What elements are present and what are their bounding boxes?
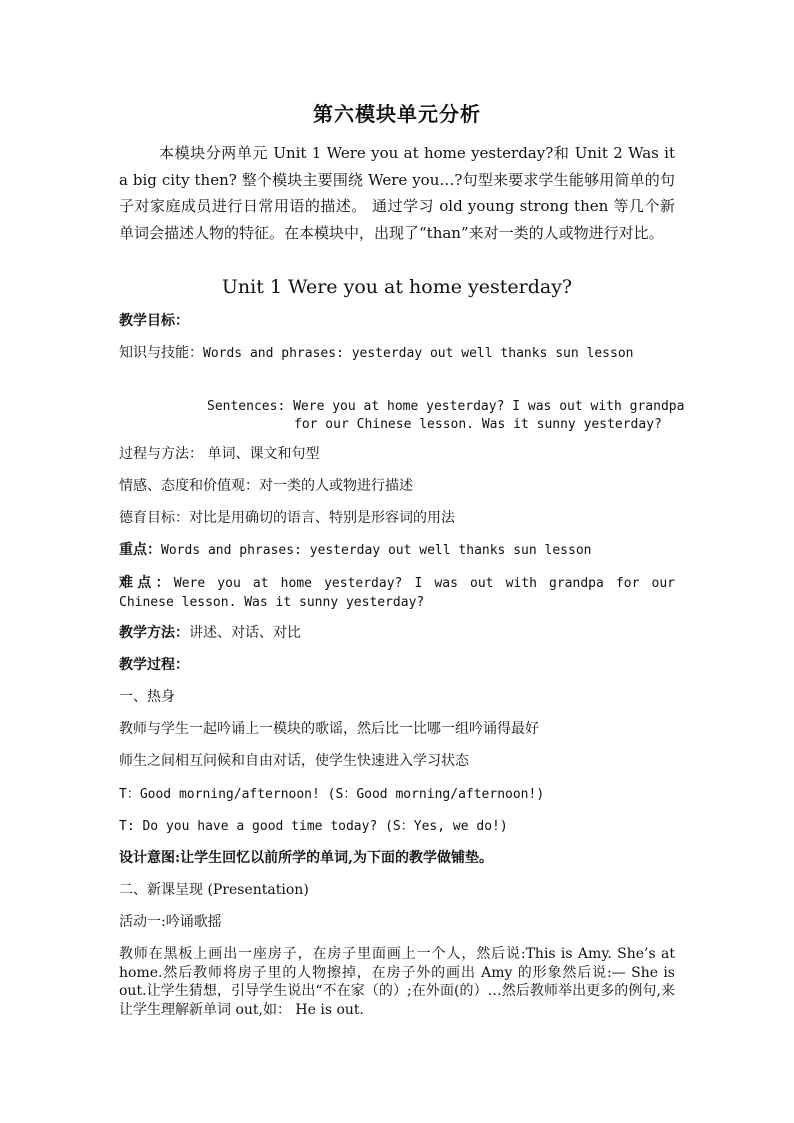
method-text: 讲述、对话、对比 [189,625,301,641]
warmup-step-2: 师生之间相互问候和自由对话，使学生快速进入学习状态 [119,753,469,769]
warmup-heading: 一、热身 [119,689,175,705]
sentences-line-2: for our Chinese lesson. Was it sunny yesterday? [294,417,662,432]
dialog-line-2: T: Do you have a good time today? (S：Yes, we do!) [119,819,508,834]
key-label: 重点： [119,542,161,558]
warmup-step-1: 教师与学生一起吟诵上一模块的歌谣，然后比一比哪一组吟诵得最好 [119,721,539,737]
teaching-method [119,624,675,643]
difficult-text: Were you at home yesterday? I was out with grandpa for our Chinese lesson. Was it sunny yesterday? [119,576,676,610]
page-title: 第六模块单元分析 [313,102,481,126]
dialog-line-1: T：Good morning/afternoon! (S：Good morning/afternoon!) [119,787,545,802]
method-label: 教学方法： [119,625,189,641]
key-points [119,541,675,560]
module-intro: 本模块分两单元 Unit 1 Were you at home yesterday?和 Unit 2 Was it a big city then? 整个模块主要围绕 Were you…?句型来要求学生能够用简单的句子对家庭成员进行日常用语的描述。 通过学习 old young strong then 等几个新单词会描述人物的特征。在本模块中，出现了“than”来对一类的人或物进行对比。 [119,144,675,242]
activity-1-text: 教师在黑板上画出一座房子，在房子里面画上一个人，然后说:This is Amy. She’s at home.然后教师将房子里的人物擦掉，在房子外的画出 Amy 的形象然后说:— She is out.让学生猜想，引导学生说出“不在家（的）;在外面(的）…然后教师举出更多的例句,来让学生理解新单词 out,如： He is out. [119,946,675,1018]
emotion-attitude: 情感、态度和价值观：对一类的人或物进行描述 [119,478,413,494]
unit-title: Unit 1 Were you at home yesterday? [221,276,573,298]
process-method: 过程与方法： 单词、课文和句型 [119,446,320,462]
presentation-heading: 二、新课呈现 (Presentation) [119,882,309,898]
moral-goal: 德育目标：对比是用确切的语言、特别是形容词的用法 [119,510,455,526]
activity-1-heading: 活动一:吟诵歌摇 [119,914,222,930]
knowledge-label: 知识与技能： [119,345,203,361]
difficult-label: 难点： [119,575,174,591]
sentences-line-1: Sentences: Were you at home yesterday? I was out with grandpa [207,399,685,414]
design-intent: 设计意图:让学生回忆以前所学的单词,为下面的教学做铺垫。 [119,850,494,866]
goals-heading: 教学目标： [119,313,189,329]
difficult-points [119,574,675,612]
knowledge-words: Words and phrases: yesterday out well thanks sun lesson [203,346,634,361]
process-heading: 教学过程： [119,657,189,673]
key-text: Words and phrases: yesterday out well thanks sun lesson [161,543,592,558]
knowledge-skills [119,344,675,363]
